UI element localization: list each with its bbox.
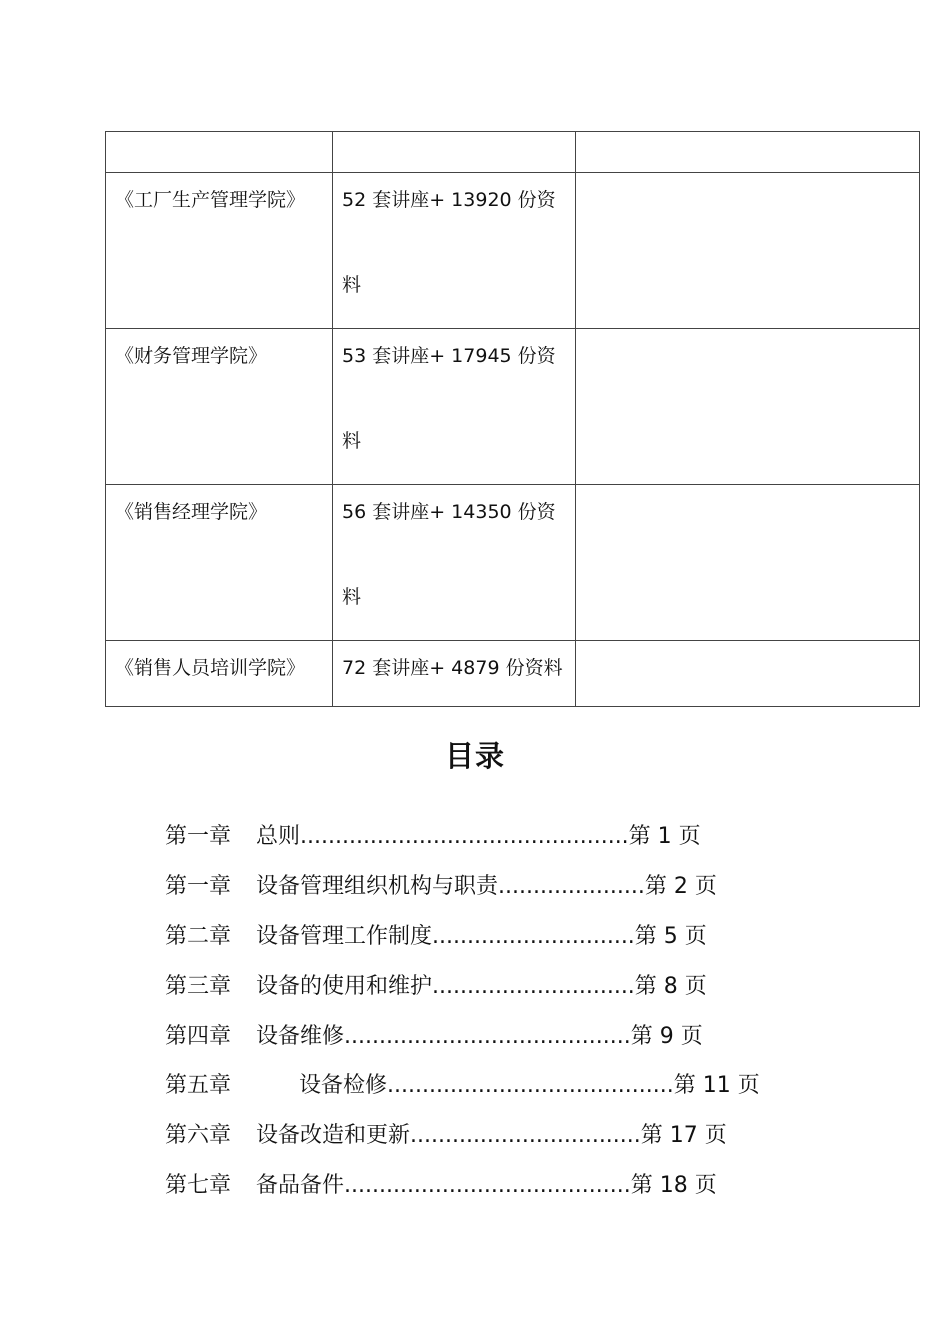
table-cell-note bbox=[576, 485, 920, 641]
toc-entry-text: 设备维修.........................................第 9 页 bbox=[256, 1023, 703, 1049]
toc-entry bbox=[165, 959, 805, 1009]
table-row bbox=[106, 485, 920, 641]
toc-chapter-label: 第二章 bbox=[165, 923, 232, 949]
toc-chapter-label: 第三章 bbox=[165, 973, 232, 999]
toc-chapter-label: 第五章 bbox=[165, 1073, 232, 1099]
toc-entry-text: 备品备件.........................................第 18 页 bbox=[256, 1172, 717, 1198]
table-row bbox=[106, 641, 920, 707]
toc-entry bbox=[165, 1059, 805, 1109]
toc-entry-text: 总则...............................................第 1 页 bbox=[256, 824, 701, 850]
table-cell-count: 72 套讲座+ 4879 份资料 bbox=[333, 641, 576, 707]
toc-entry bbox=[165, 1009, 805, 1059]
toc-entry-text: 设备检修.........................................第 11 页 bbox=[299, 1073, 760, 1099]
toc-entry bbox=[165, 1159, 805, 1209]
table-cell-name: 《销售人员培训学院》 bbox=[106, 641, 333, 707]
toc-entry bbox=[165, 860, 805, 910]
table-of-contents bbox=[165, 810, 805, 1208]
toc-title: 目录 bbox=[444, 739, 505, 773]
toc-chapter-label: 第一章 bbox=[165, 824, 232, 850]
toc-entry bbox=[165, 810, 805, 860]
toc-entry-text: 设备的使用和维护.............................第 8 页 bbox=[256, 973, 707, 999]
toc-chapter-label: 第六章 bbox=[165, 1123, 232, 1149]
toc-entry-text: 设备改造和更新.................................第 17 页 bbox=[256, 1123, 727, 1149]
toc-chapter-label: 第四章 bbox=[165, 1023, 232, 1049]
table-cell-count: 52 套讲座+ 13920 份资料 bbox=[333, 173, 576, 329]
table-cell-note bbox=[576, 132, 920, 173]
table-cell-name bbox=[106, 132, 333, 173]
table-cell-note bbox=[576, 329, 920, 485]
resource-table bbox=[105, 131, 920, 707]
toc-entry bbox=[165, 910, 805, 960]
toc-entry bbox=[165, 1109, 805, 1159]
table-cell-name: 《工厂生产管理学院》 bbox=[106, 173, 333, 329]
toc-chapter-label: 第七章 bbox=[165, 1172, 232, 1198]
table-cell-note bbox=[576, 173, 920, 329]
toc-entry-text: 设备管理组织机构与职责.....................第 2 页 bbox=[256, 874, 717, 900]
table-cell-count: 53 套讲座+ 17945 份资料 bbox=[333, 329, 576, 485]
table-cell-name: 《财务管理学院》 bbox=[106, 329, 333, 485]
table-cell-note bbox=[576, 641, 920, 707]
table-cell-name: 《销售经理学院》 bbox=[106, 485, 333, 641]
toc-entry-text: 设备管理工作制度.............................第 5 页 bbox=[256, 923, 707, 949]
toc-chapter-label: 第一章 bbox=[165, 874, 232, 900]
table-cell-count: 56 套讲座+ 14350 份资料 bbox=[333, 485, 576, 641]
